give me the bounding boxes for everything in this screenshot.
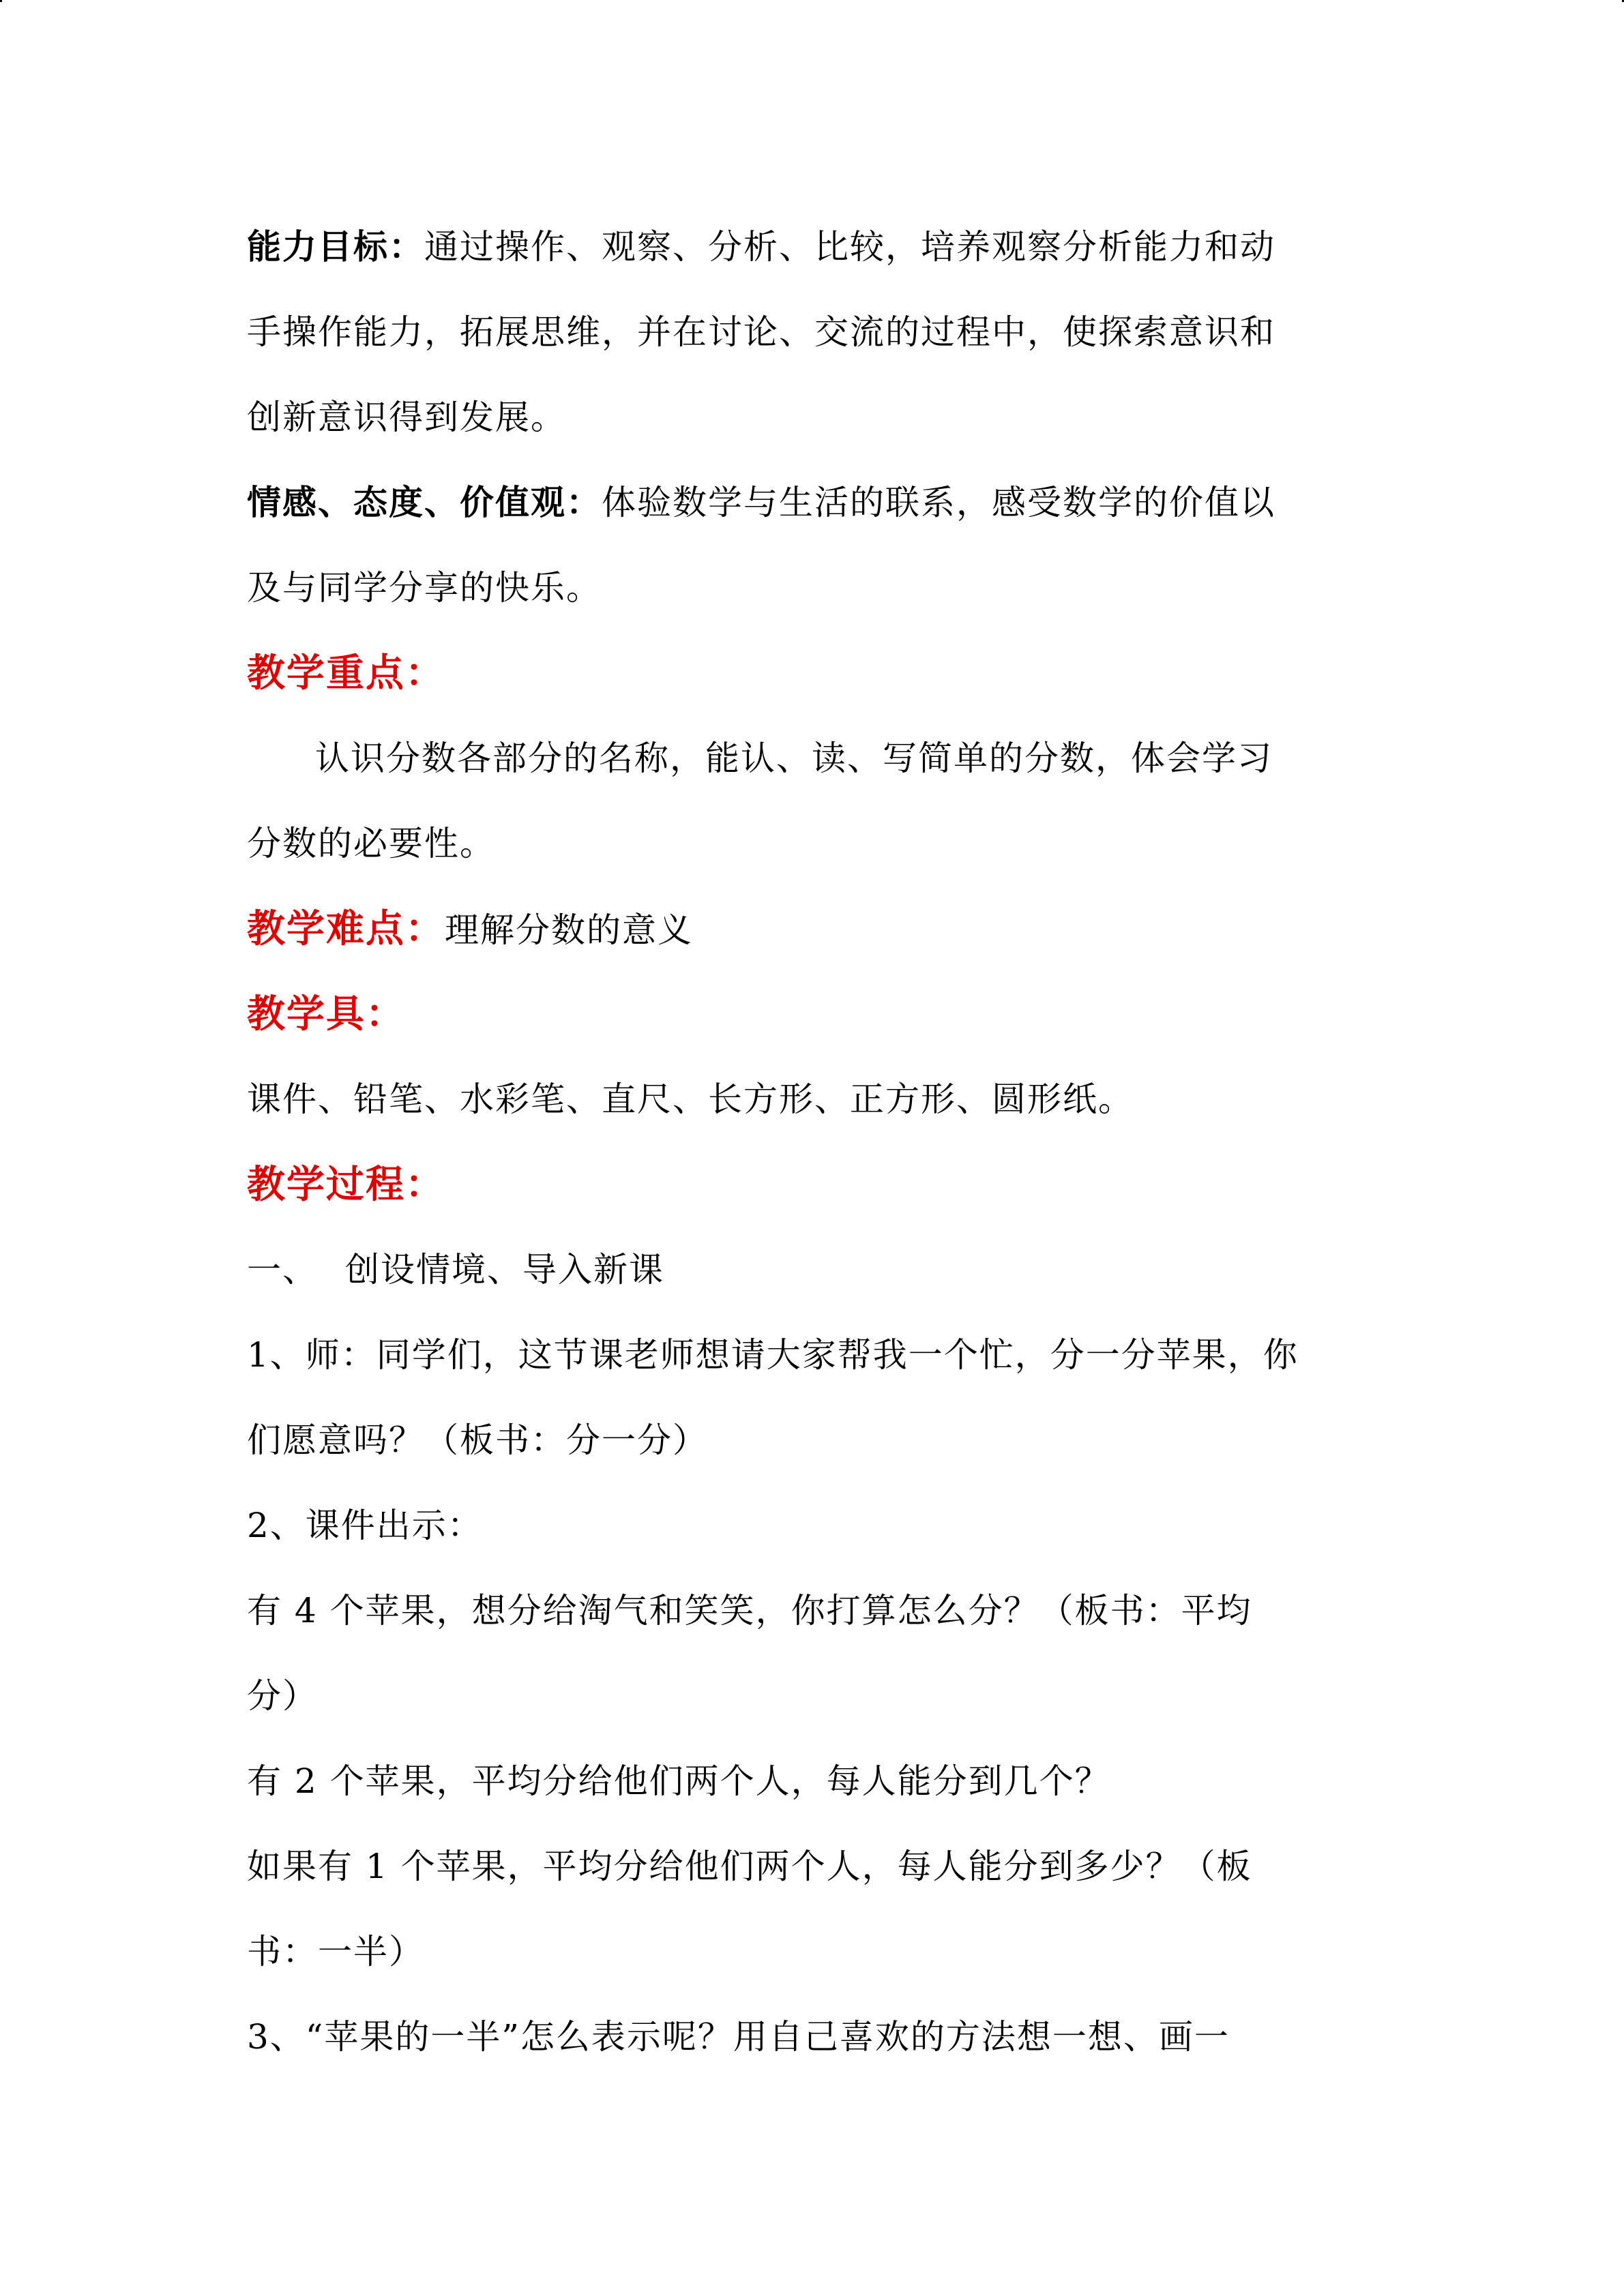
emotion-objective-line-2: 及与同学分享的快乐。 <box>247 568 602 608</box>
ability-objective-line-2: 手操作能力，拓展思维，并在讨论、交流的过程中，使探索意识和 <box>247 312 1275 352</box>
process-line-9: 3、“苹果的一半”怎么表示呢？用自己喜欢的方法想一想、画一 <box>247 2017 1230 2057</box>
process-section-1 <box>247 1227 1379 1313</box>
teaching-aids-text: 课件、铅笔、水彩笔、直尺、长方形、正方形、圆形纸。 <box>247 1079 1134 1119</box>
process-line-4: 有 4 个苹果，想分给淘气和笑笑，你打算怎么分？（板书：平均 <box>247 1591 1252 1630</box>
ability-objective-line-1 <box>247 205 1379 290</box>
process-section-1-number: 一、 <box>247 1250 318 1289</box>
process-line-5: 分） <box>247 1676 318 1716</box>
page-corner-mark-left <box>0 0 2 2</box>
ability-objective-line-3: 创新意识得到发展。 <box>247 398 566 437</box>
key-points-line-1: 认识分数各部分的名称，能认、读、写简单的分数，体会学习 <box>315 739 1273 778</box>
key-points-heading: 教学重点： <box>247 651 445 696</box>
process-line-1: 1、师：同学们，这节课老师想请大家帮我一个忙，分一分苹果，你 <box>247 1335 1299 1375</box>
process-line-3: 2、课件出示： <box>247 1506 483 1545</box>
difficult-points-line <box>247 886 1379 972</box>
difficult-points-heading: 教学难点： <box>247 907 445 951</box>
emotion-objective-label: 情感、态度、价值观： <box>247 483 602 522</box>
difficult-points-text: 理解分数的意义 <box>445 910 693 950</box>
ability-objective-label: 能力目标： <box>247 227 424 267</box>
emotion-objective-line-1 <box>247 460 1379 546</box>
key-points-line-2: 分数的必要性。 <box>247 824 495 863</box>
process-heading: 教学过程： <box>247 1163 445 1207</box>
process-line-2: 们愿意吗？（板书：分一分） <box>247 1420 708 1460</box>
process-section-1-title: 创设情境、导入新课 <box>345 1250 664 1289</box>
teaching-aids-heading: 教学具： <box>247 992 405 1037</box>
emotion-objective-text: 体验数学与生活的联系，感受数学的价值以 <box>602 483 1275 522</box>
document-body <box>247 205 1379 2080</box>
ability-objective-text: 通过操作、观察、分析、比较，培养观察分析能力和动 <box>424 227 1275 267</box>
process-line-7: 如果有 1 个苹果，平均分给他们两个人，每人能分到多少？（板 <box>247 1847 1252 1886</box>
process-line-8: 书：一半） <box>247 1932 424 1971</box>
process-line-6: 有 2 个苹果，平均分给他们两个人，每人能分到几个？ <box>247 1761 1110 1801</box>
